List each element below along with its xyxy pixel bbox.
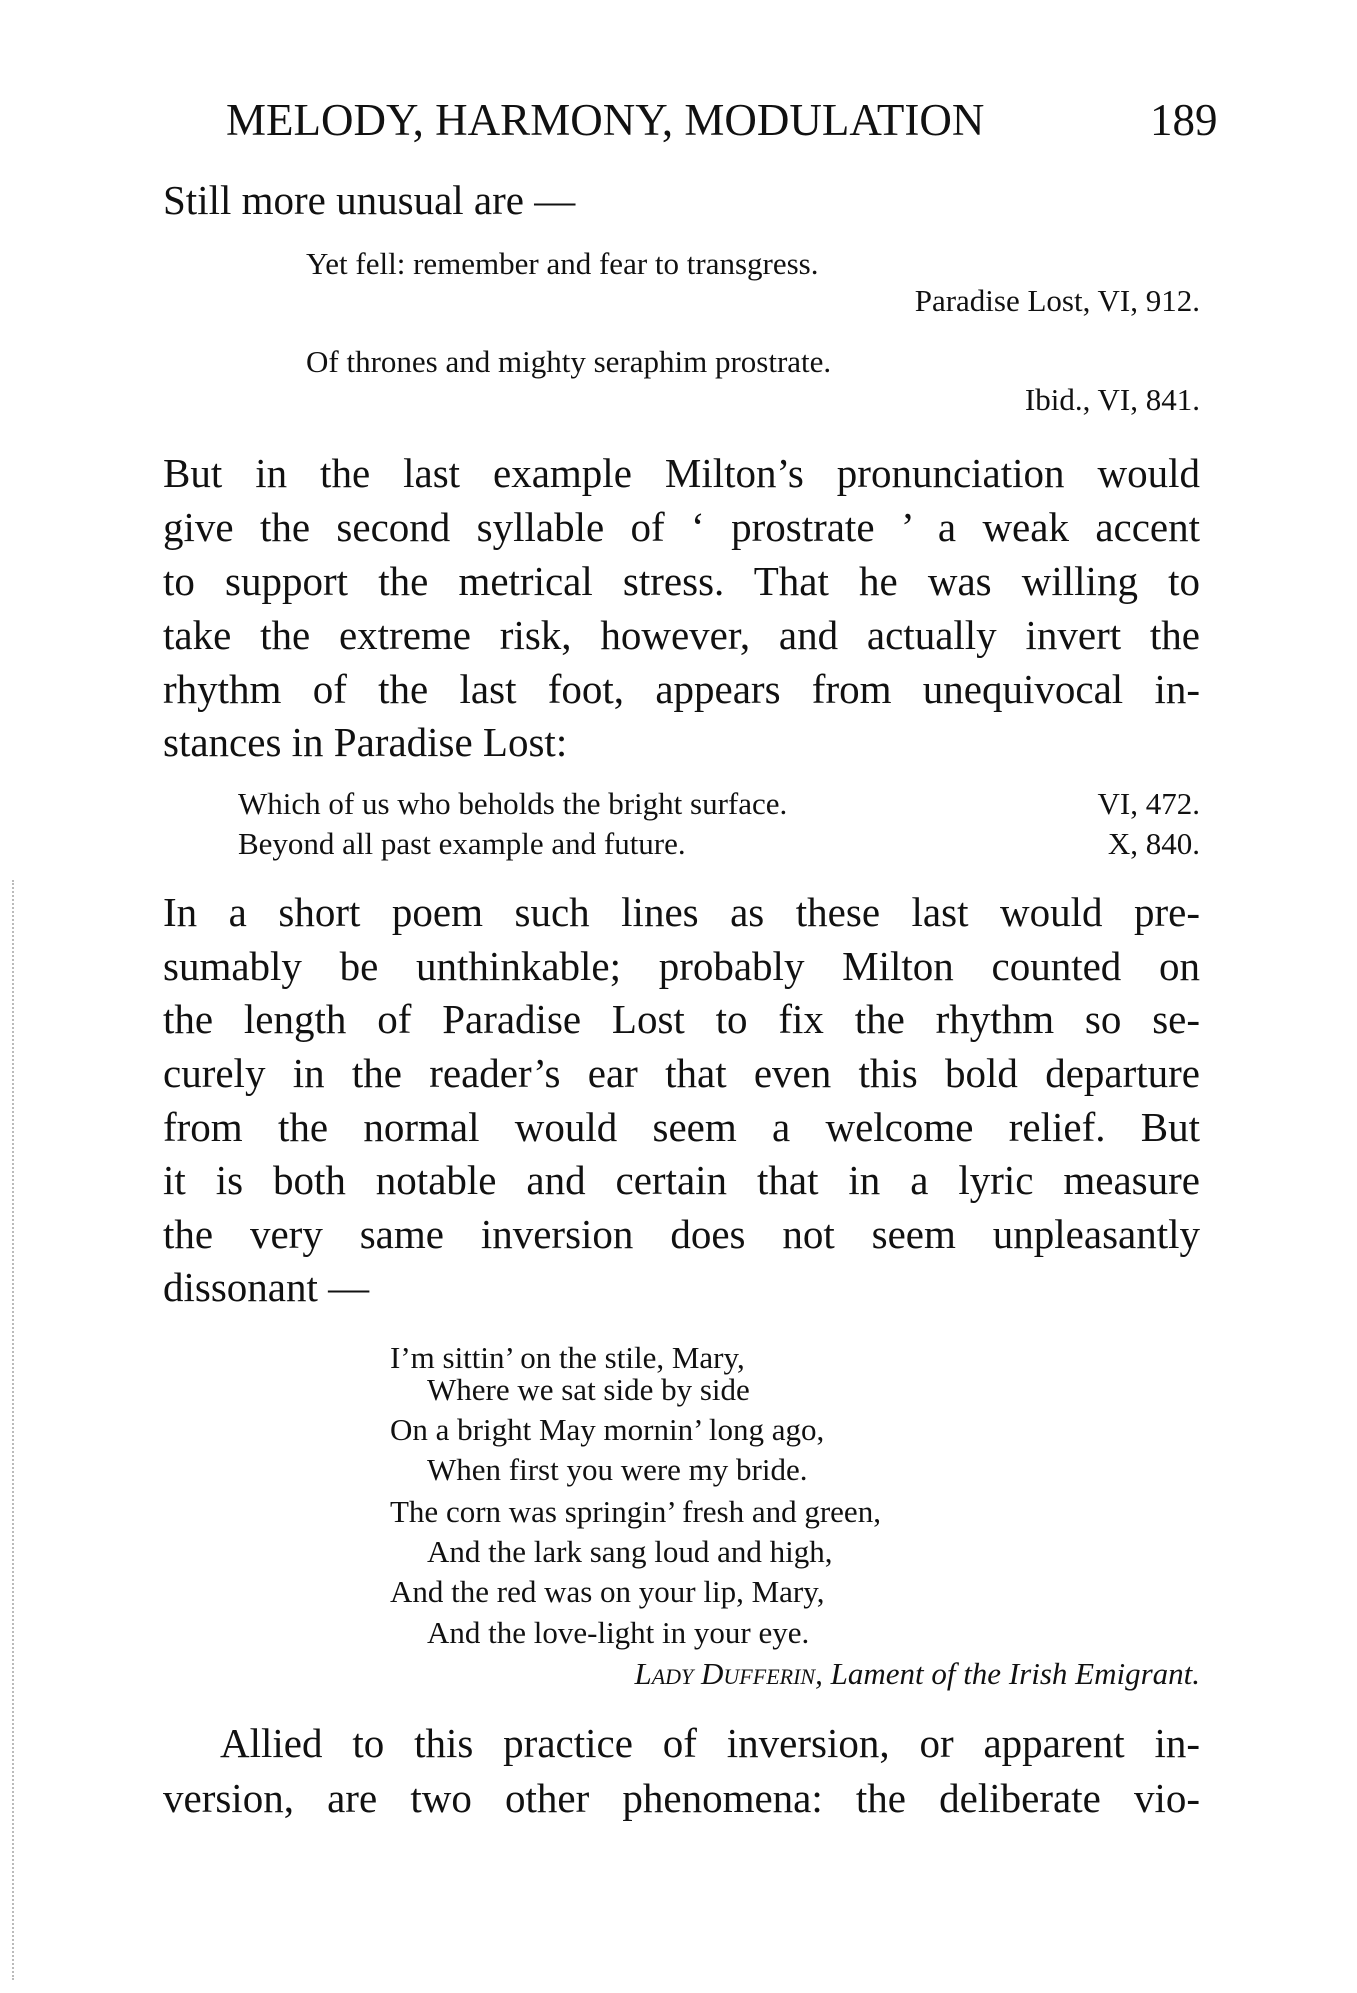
poem-line: When first you were my bride.: [427, 1452, 808, 1487]
poem-line: I’m sittin’ on the stile, Mary,: [390, 1340, 745, 1375]
paragraph-line: version, are two other phenomena: the deliberate vio-: [163, 1775, 1200, 1821]
poem-line: And the love-light in your eye.: [427, 1615, 810, 1650]
poem-line: And the red was on your lip, Mary,: [390, 1574, 825, 1609]
paragraph-line: dissonant —: [163, 1264, 370, 1310]
poem-line: Where we sat side by side: [427, 1372, 750, 1407]
paragraph-line: the length of Paradise Lost to fix the rhythm so se-: [163, 996, 1200, 1042]
scan-margin-dots: [12, 880, 14, 1980]
attribution-work: , Lament of the Irish Emigrant.: [815, 1656, 1200, 1691]
poem-line: The corn was springin’ fresh and green,: [390, 1494, 881, 1529]
example-ref: X, 840.: [1107, 826, 1200, 861]
running-head: MELODY, HARMONY, MODULATION: [226, 95, 985, 145]
paragraph-line: take the extreme risk, however, and actually invert the: [163, 612, 1200, 658]
attribution-author: Lady Dufferin: [634, 1656, 816, 1691]
page-number: 189: [1150, 95, 1218, 145]
poem-line: On a bright May mornin’ long ago,: [390, 1412, 825, 1447]
paragraph-line: sumably be unthinkable; probably Milton counted on: [163, 943, 1200, 989]
paragraph-line: Allied to this practice of inversion, or apparent in-: [220, 1720, 1200, 1766]
example-ref: VI, 472.: [1097, 786, 1200, 821]
example-line: Which of us who beholds the bright surface.: [238, 786, 788, 821]
poem-line: And the lark sang loud and high,: [427, 1534, 833, 1569]
poem-attribution: [163, 1658, 1200, 1689]
paragraph-line: it is both notable and certain that in a lyric measure: [163, 1157, 1200, 1203]
example-line: Beyond all past example and future.: [238, 826, 686, 861]
paragraph-line: But in the last example Milton’s pronunciation would: [163, 450, 1200, 496]
paragraph-line: give the second syllable of ‘ prostrate ’ a weak accent: [163, 504, 1200, 550]
quote-line: Of thrones and mighty seraphim prostrate.: [306, 344, 832, 379]
paragraph-line: In a short poem such lines as these last would pre-: [163, 889, 1200, 935]
paragraph-line: stances in Paradise Lost:: [163, 719, 568, 765]
paragraph-line: curely in the reader’s ear that even this bold departure: [163, 1050, 1200, 1096]
quote-line: Yet fell: remember and fear to transgress.: [306, 246, 819, 281]
quote-source: Paradise Lost, VI, 912.: [914, 283, 1200, 318]
paragraph-line: rhythm of the last foot, appears from unequivocal in-: [163, 666, 1200, 712]
paragraph-line: the very same inversion does not seem unpleasantly: [163, 1211, 1200, 1257]
paragraph-line: to support the metrical stress. That he was willing to: [163, 558, 1200, 604]
quote-source: Ibid., VI, 841.: [1024, 382, 1200, 417]
paragraph-line: from the normal would seem a welcome relief. But: [163, 1104, 1200, 1150]
intro-line: Still more unusual are —: [163, 177, 576, 223]
